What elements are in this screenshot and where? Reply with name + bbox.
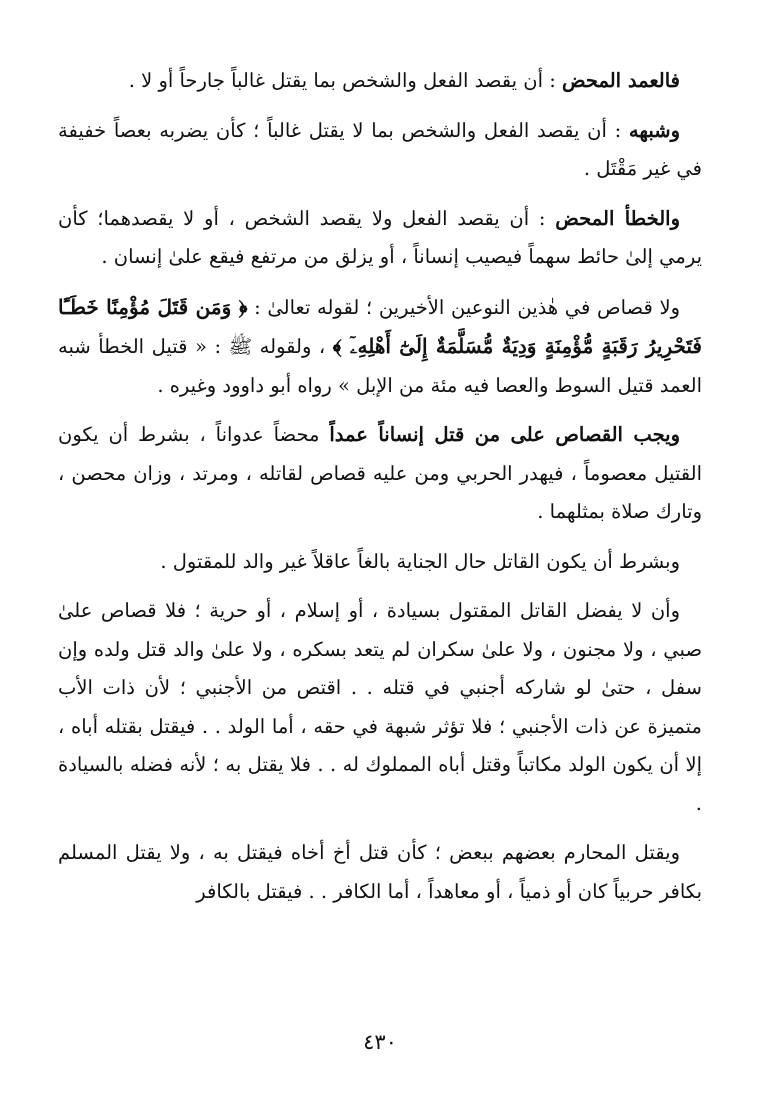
term-heading: ويجب القصاص على من قتل إنساناً عمداً [329,423,681,446]
paragraph-condition-killer [58,543,702,582]
paragraph-text: : أن يقصد الفعل والشخص بما لا يقتل غالباً ؛ كأن يضربه بعصاً خفيفة في غير مَقْتَل . [58,118,702,180]
paragraph-text: وأن لا يفضل القاتل المقتول بسيادة ، أو إسلام ، أو حرية ؛ فلا قصاص علىٰ صبي ، ولا مجنون ، ولا علىٰ سكران لم يتعد بسكره ، ولا علىٰ والد قتل ولده وإن سفل ، حتىٰ لو شاركه أجنبي في قتله . . اقتص من الأجنبي ؛ لأن ذات الأب متميزة عن ذات الأجنبي ؛ فلا تؤثر شبهة في حقه ، أما الولد . . فيقتل بقتله أباه ، إلا أن يكون الولد مكاتباً وقتل أباه المملوك له . . فلا يقتل به ؛ لأنه فضله بالسيادة . [58,599,702,815]
paragraph-condition-superiority [58,592,702,823]
paragraph-quasi-intentional [58,112,702,189]
paragraph-text: : أن يقصد الفعل والشخص بما يقتل غالباً جارحاً أو لا . [128,69,562,92]
paragraph-relatives [58,834,702,911]
paragraph-text: محضاً عدواناً ، بشرط أن يكون القتيل معصوماً ، فيهدر الحربي ومن عليه قصاص لقاتله ، ومرتد ، وزان محصن ، وتارك صلاة بمثلهما . [58,423,702,523]
quran-verse: ﴿ وَمَن قَتَلَ مُؤْمِنًا خَطَـًٔا فَتَحْرِيرُ رَقَبَةٍ مُّؤْمِنَةٍ وَدِيَةٌ مُّسَلَّمَةٌ إِلَىٰٓ أَهْلِهِۦٓ ﴾ [58,294,702,358]
paragraph-pure-error [58,200,702,277]
paragraph-text: ، ولقوله ﷺ : « قتيل الخطأ شبه العمد قتيل السوط والعصا فيه مئة من الإبل » رواه أبو داوود وغيره . [58,335,702,397]
term-heading: والخطأ المحض [555,206,680,230]
paragraph-obligation [58,416,702,532]
paragraph-text: : أن يقصد الفعل ولا يقصد الشخص ، أو لا يقصدهما؛ كأن يرمي إلىٰ حائط سهماً فيصيب إنساناً ، أو يزلق من مرتفع فيقع علىٰ إنسان . [58,206,702,268]
document-body [58,62,702,922]
term-heading: وشبهه [628,118,680,142]
paragraph-text: ويقتل المحارم بعضهم ببعض ؛ كأن قتل أخ أخاه فيقتل به ، ولا يقتل المسلم بكافر حربياً كان أو ذمياً ، أو معاهداً ، أما الكافر . . فيقتل بالكافر [58,841,702,903]
page-number: ٤٣٠ [363,1030,397,1054]
paragraph-no-retaliation [58,288,702,406]
term-heading: فالعمد المحض [561,69,680,92]
paragraph-text: ولا قصاص في هٰذين النوعين الأخيرين ؛ لقوله تعالىٰ : [247,295,680,319]
paragraph-text: وبشرط أن يكون القاتل حال الجناية بالغاً عاقلاً غير والد للمقتول . [160,549,680,573]
paragraph-intentional [58,62,702,101]
